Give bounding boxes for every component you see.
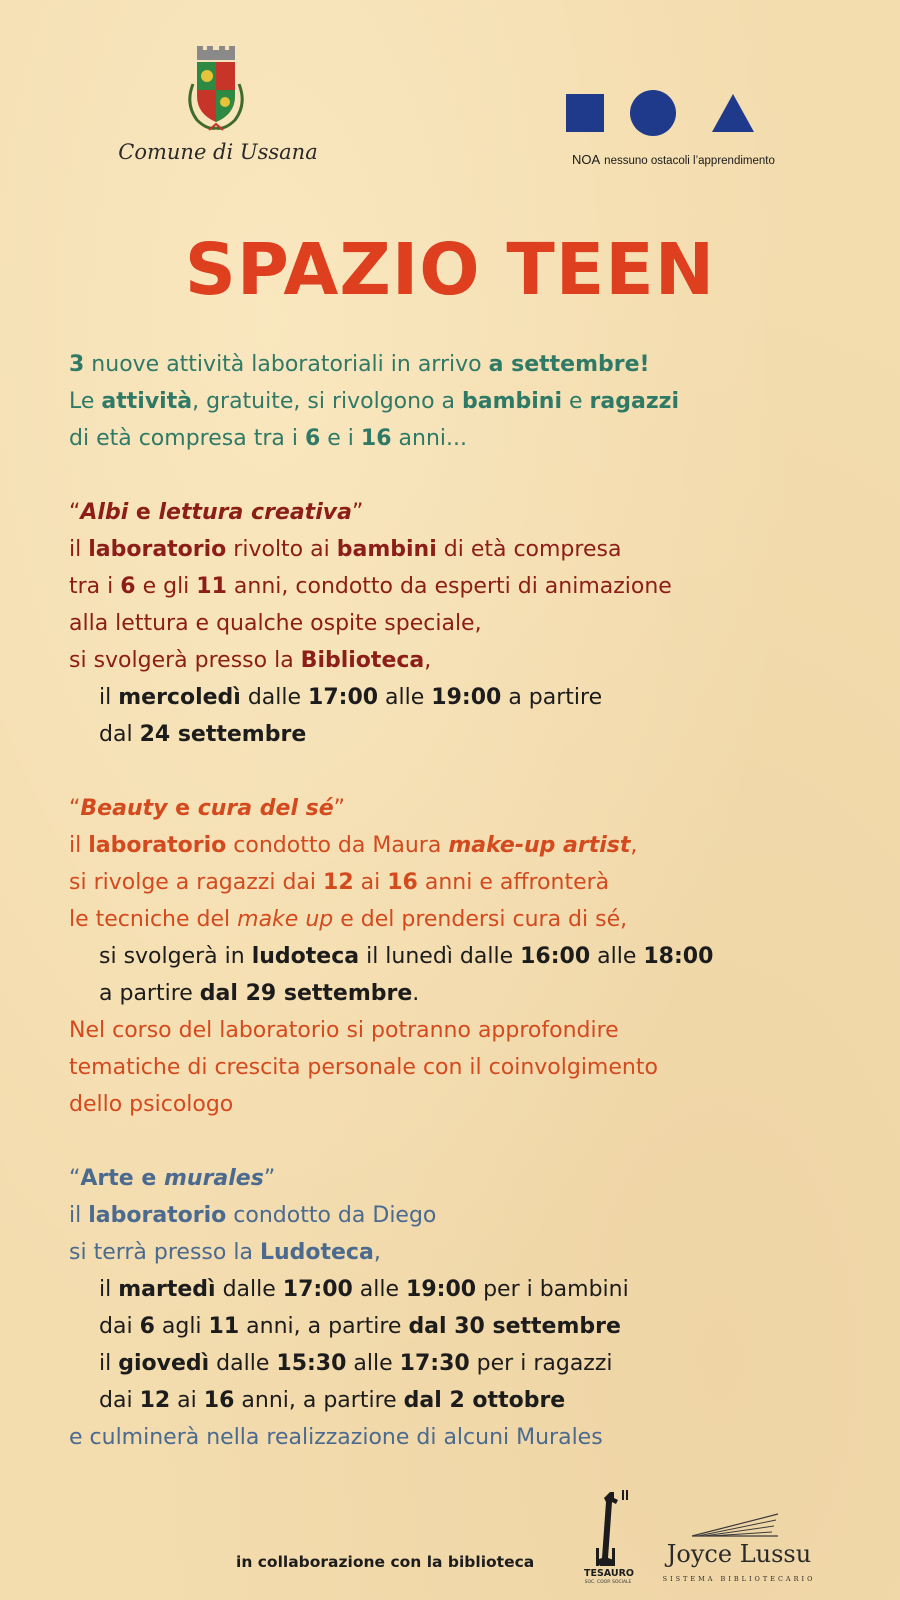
noa-tagline: nessuno ostacoli l’apprendimento [604, 155, 775, 167]
beauty-line-8: dello psicologo [69, 1092, 234, 1117]
albi-text: , [424, 648, 432, 673]
albi-venue: Biblioteca [300, 648, 425, 673]
albi-age: 6 [120, 574, 136, 599]
quote-mark: ” [351, 500, 364, 525]
schedule-date: dal 30 settembre [408, 1314, 621, 1339]
arte-title-part: murales [163, 1166, 264, 1191]
schedule-text: alle [352, 1277, 407, 1302]
intro-text: , gratuite, si rivolgono a [192, 389, 462, 414]
beauty-text: le tecniche del [69, 907, 238, 932]
schedule-text: dalle [209, 1351, 277, 1376]
albi-text: di età compresa [436, 537, 622, 562]
announcement-body [69, 346, 884, 1456]
beauty-text: si rivolge a ragazzi dai [69, 870, 324, 895]
intro-keyword: ragazzi [589, 389, 679, 414]
albi-text: anni, condotto da esperti di animazione [226, 574, 672, 599]
intro-age: 6 [304, 426, 321, 451]
beauty-title-part: Beauty [80, 796, 168, 821]
intro-count: 3 [69, 352, 85, 377]
arte-schedule-1 [69, 1271, 884, 1308]
quote-mark: “ [69, 796, 81, 821]
arte-text: si terrà presso la [69, 1240, 260, 1265]
schedule-text: dai [99, 1388, 140, 1413]
beauty-keyword: make-up artist [448, 833, 631, 858]
albi-keyword: laboratorio [88, 537, 227, 562]
albi-line-1 [69, 531, 884, 568]
intro-month: a settembre! [488, 352, 650, 377]
intro-age: 16 [360, 426, 392, 451]
albi-line-3: alla lettura e qualche ospite speciale, [69, 611, 482, 636]
beauty-line-3 [69, 901, 884, 938]
schedule-age: 11 [208, 1314, 240, 1339]
beauty-title-part: e [167, 796, 198, 821]
intro-keyword: attività [101, 389, 193, 414]
schedule-age: 12 [139, 1388, 171, 1413]
arte-line-1 [69, 1197, 884, 1234]
schedule-day: mercoledì [118, 685, 241, 710]
beauty-schedule-2 [69, 975, 884, 1012]
schedule-text: dalle [215, 1277, 283, 1302]
schedule-text: anni, a partire [239, 1314, 409, 1339]
intro-keyword: bambini [462, 389, 563, 414]
schedule-time: 17:30 [399, 1351, 470, 1376]
beauty-age: 16 [387, 870, 418, 895]
schedule-time: 19:00 [406, 1277, 477, 1302]
albi-line-2 [69, 568, 884, 605]
beauty-text: ai [353, 870, 388, 895]
tesauro-label: TESAURO [584, 1568, 634, 1579]
arte-text: il [69, 1203, 89, 1228]
intro-text: e [562, 389, 590, 414]
schedule-text: alle [378, 685, 432, 710]
schedule-text: il [99, 685, 119, 710]
schedule-text: a partire [501, 685, 603, 710]
schedule-day: martedì [118, 1277, 216, 1302]
beauty-text: anni e affronterà [417, 870, 610, 895]
schedule-text: anni, a partire [234, 1388, 404, 1413]
albi-schedule-2 [69, 716, 884, 753]
arte-title [69, 1160, 884, 1197]
schedule-time: 18:00 [643, 944, 714, 969]
arte-text: condotto da Diego [226, 1203, 437, 1228]
arte-line-7: e culminerà nella realizzazione di alcuni Murales [69, 1425, 603, 1450]
intro-text: di età compresa tra i [69, 426, 305, 451]
beauty-line-1 [69, 827, 884, 864]
schedule-date: 24 settembre [139, 722, 307, 747]
beauty-keyword: make up [237, 907, 334, 932]
intro-text: nuove attività laboratoriali in arrivo [84, 352, 489, 377]
beauty-line-2 [69, 864, 884, 901]
schedule-text: dal [99, 722, 140, 747]
schedule-age: 6 [139, 1314, 155, 1339]
tesauro-subtitle: SOC. COOP. SOCIALE [584, 1580, 632, 1585]
intro-line-1 [69, 346, 884, 383]
quote-mark: ” [263, 1166, 276, 1191]
beauty-text: il [69, 833, 89, 858]
schedule-text: dai [99, 1314, 140, 1339]
beauty-schedule-1 [69, 938, 884, 975]
schedule-text: alle [346, 1351, 400, 1376]
beauty-line-6: Nel corso del laboratorio si potranno approfondire [69, 1018, 619, 1043]
beauty-age: 12 [323, 870, 354, 895]
schedule-time: 16:00 [520, 944, 591, 969]
intro-text: e i [320, 426, 361, 451]
albi-text: si svolgerà presso la [69, 648, 301, 673]
schedule-date: dal 2 ottobre [403, 1388, 566, 1413]
arte-line-2 [69, 1234, 884, 1271]
coat-of-arms-icon [183, 44, 249, 136]
arte-venue: Ludoteca [259, 1240, 374, 1265]
schedule-venue: ludoteca [251, 944, 360, 969]
schedule-text: alle [590, 944, 644, 969]
arte-title-part: Arte [80, 1166, 134, 1191]
schedule-time: 19:00 [431, 685, 502, 710]
schedule-text: il [99, 1277, 119, 1302]
schedule-text: dalle [240, 685, 309, 710]
joyce-lussu-label: Joyce Lussu [666, 1540, 812, 1568]
arte-text: , [373, 1240, 381, 1265]
beauty-title-part: cura del sé [197, 796, 334, 821]
schedule-text: per i bambini [476, 1277, 629, 1302]
schedule-text: per i ragazzi [469, 1351, 613, 1376]
albi-text: il [69, 537, 89, 562]
intro-text: Le [69, 389, 102, 414]
schedule-text: ai [170, 1388, 204, 1413]
schedule-time: 15:30 [276, 1351, 347, 1376]
joyce-lussu-book-icon [690, 1510, 780, 1538]
albi-age: 11 [196, 574, 227, 599]
arte-schedule-3 [69, 1345, 884, 1382]
albi-schedule-1 [69, 679, 884, 716]
intro-line-3 [69, 420, 884, 457]
comune-label: Comune di Ussana [118, 140, 318, 164]
schedule-text: il [99, 1351, 119, 1376]
noa-logo-shapes-icon [566, 90, 756, 138]
albi-title [69, 494, 884, 531]
noa-name: NOA [572, 152, 601, 167]
albi-title-part: Albi [80, 500, 129, 525]
arte-schedule-4 [69, 1382, 884, 1419]
schedule-text: a partire [99, 981, 200, 1006]
schedule-text: . [412, 981, 420, 1006]
beauty-title [69, 790, 884, 827]
quote-mark: “ [69, 500, 81, 525]
joyce-lussu-subtitle: SISTEMA BIBLIOTECARIO [662, 1575, 816, 1583]
beauty-keyword: laboratorio [88, 833, 227, 858]
schedule-day: giovedì [118, 1351, 210, 1376]
albi-text: tra i [69, 574, 121, 599]
collaboration-note: in collaborazione con la biblioteca [236, 1553, 535, 1571]
arte-keyword: laboratorio [88, 1203, 227, 1228]
beauty-line-7: tematiche di crescita personale con il coinvolgimento [69, 1055, 658, 1080]
beauty-text: condotto da Maura [226, 833, 449, 858]
albi-title-part: lettura creativa [158, 500, 352, 525]
schedule-text: si svolgerà in [99, 944, 252, 969]
arte-title-part: e [133, 1166, 164, 1191]
intro-line-2 [69, 383, 884, 420]
noa-logo-label [572, 152, 775, 167]
albi-keyword: bambini [336, 537, 437, 562]
schedule-date: dal 29 settembre [199, 981, 413, 1006]
albi-text: rivolto ai [226, 537, 337, 562]
intro-text: anni... [391, 426, 467, 451]
schedule-time: 17:00 [282, 1277, 353, 1302]
page-title: SPAZIO TEEN [184, 228, 716, 311]
schedule-text: il lunedì dalle [359, 944, 521, 969]
beauty-text: , [630, 833, 638, 858]
arte-schedule-2 [69, 1308, 884, 1345]
albi-title-part: e [128, 500, 159, 525]
quote-mark: “ [69, 1166, 81, 1191]
albi-line-4 [69, 642, 884, 679]
schedule-age: 16 [203, 1388, 235, 1413]
quote-mark: ” [333, 796, 346, 821]
schedule-time: 17:00 [308, 685, 379, 710]
schedule-text: agli [154, 1314, 209, 1339]
albi-text: e gli [135, 574, 197, 599]
beauty-text: e del prendersi cura di sé, [333, 907, 628, 932]
